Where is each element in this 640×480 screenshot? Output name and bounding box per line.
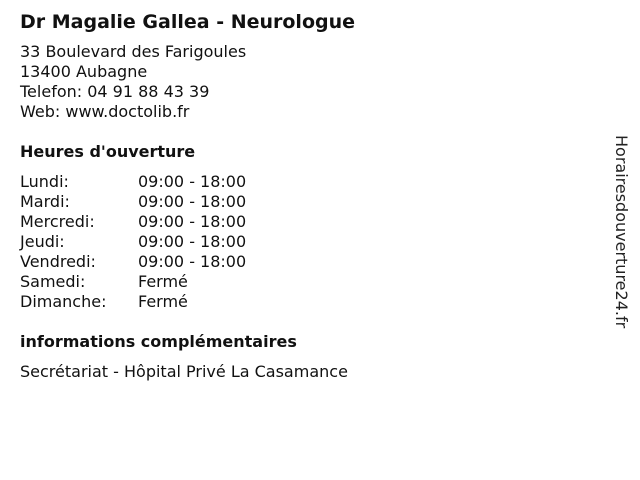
hours-day: Vendredi: <box>20 252 96 271</box>
site-watermark: Horairesdouverture24.fr <box>612 135 631 329</box>
hours-row-thursday <box>20 232 600 252</box>
hours-row-sunday <box>20 292 600 312</box>
hours-day: Mardi: <box>20 192 70 211</box>
address-city: 13400 Aubagne <box>20 62 148 81</box>
hours-row-tuesday <box>20 192 600 212</box>
hours-time: Fermé <box>138 292 188 311</box>
hours-time: Fermé <box>138 272 188 291</box>
hours-day: Mercredi: <box>20 212 95 231</box>
additional-info-heading: informations complémentaires <box>20 332 297 351</box>
hours-day: Lundi: <box>20 172 69 191</box>
hours-row-wednesday <box>20 212 600 232</box>
hours-day: Jeudi: <box>20 232 65 251</box>
hours-time: 09:00 - 18:00 <box>138 192 247 211</box>
opening-hours-heading: Heures d'ouverture <box>20 142 196 161</box>
hours-day: Samedi: <box>20 272 86 291</box>
additional-info-text: Secrétariat - Hôpital Privé La Casamance <box>20 362 348 381</box>
hours-time: 09:00 - 18:00 <box>138 212 247 231</box>
phone-number: Telefon: 04 91 88 43 39 <box>20 82 210 101</box>
hours-time: 09:00 - 18:00 <box>138 232 247 251</box>
hours-row-saturday <box>20 272 600 292</box>
hours-row-friday <box>20 252 600 272</box>
hours-time: 09:00 - 18:00 <box>138 252 247 271</box>
hours-day: Dimanche: <box>20 292 107 311</box>
listing-content <box>20 10 600 382</box>
address-street: 33 Boulevard des Farigoules <box>20 42 247 61</box>
page-title: Dr Magalie Gallea - Neurologue <box>20 11 356 33</box>
website: Web: www.doctolib.fr <box>20 102 190 121</box>
hours-row-monday <box>20 172 600 192</box>
hours-time: 09:00 - 18:00 <box>138 172 247 191</box>
